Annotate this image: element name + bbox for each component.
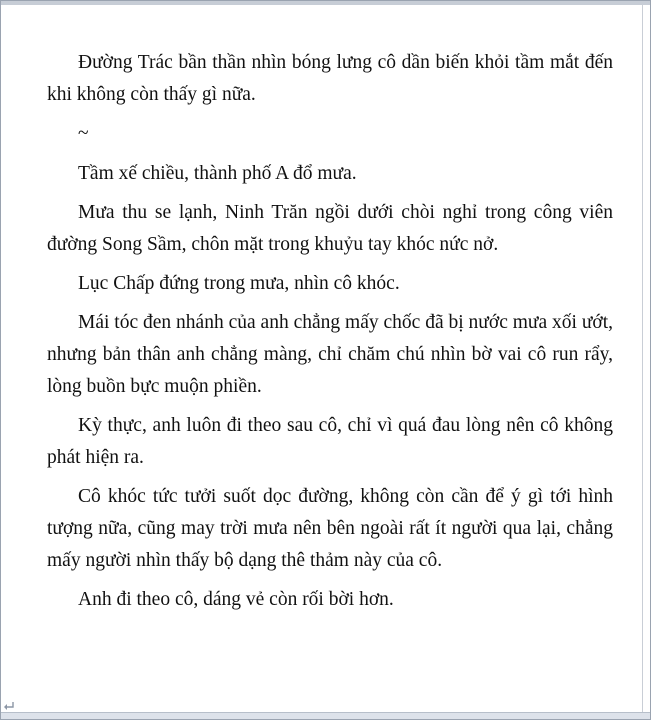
section-separator: ~ (78, 123, 89, 144)
paragraph-2: Tầm xế chiều, thành phố A đổ mưa. (78, 163, 357, 184)
paragraph-4: Lục Chấp đứng trong mưa, nhìn cô khóc. (78, 273, 400, 294)
paragraph-3: Mưa thu se lạnh, Ninh Trăn ngồi dưới chòi nghỉ trong công viên đường Song Sầm, chôn mặt trong khuỷu tay khóc nức nở. (47, 202, 613, 255)
paragraph-1: Đường Trác bần thần nhìn bóng lưng cô dần biến khỏi tầm mắt đến khi không còn thấy gì nữa. (47, 52, 613, 105)
paragraph-7: Cô khóc tức tưởi suốt dọc đường, không còn cần để ý gì tới hình tượng nữa, cũng may trời mưa nên bên ngoài rất ít người qua lại, chẳng mấy người nhìn thấy bộ dạng thê thảm này của cô. (47, 486, 613, 571)
document-text (47, 47, 613, 623)
paragraph-8: Anh đi theo cô, dáng vẻ còn rối bời hơn. (78, 589, 394, 610)
paragraph-5: Mái tóc đen nhánh của anh chẳng mấy chốc đã bị nước mưa xối ướt, nhưng bản thân anh chẳng màng, chỉ chăm chú nhìn bờ vai cô run rẩy, lòng buồn bực muộn phiền. (47, 312, 613, 397)
window-bottom-border (1, 712, 651, 719)
document-page (9, 5, 643, 713)
paragraph-6: Kỳ thực, anh luôn đi theo sau cô, chỉ vì quá đau lòng nên cô không phát hiện ra. (47, 415, 613, 468)
return-arrow-icon[interactable] (3, 701, 15, 711)
